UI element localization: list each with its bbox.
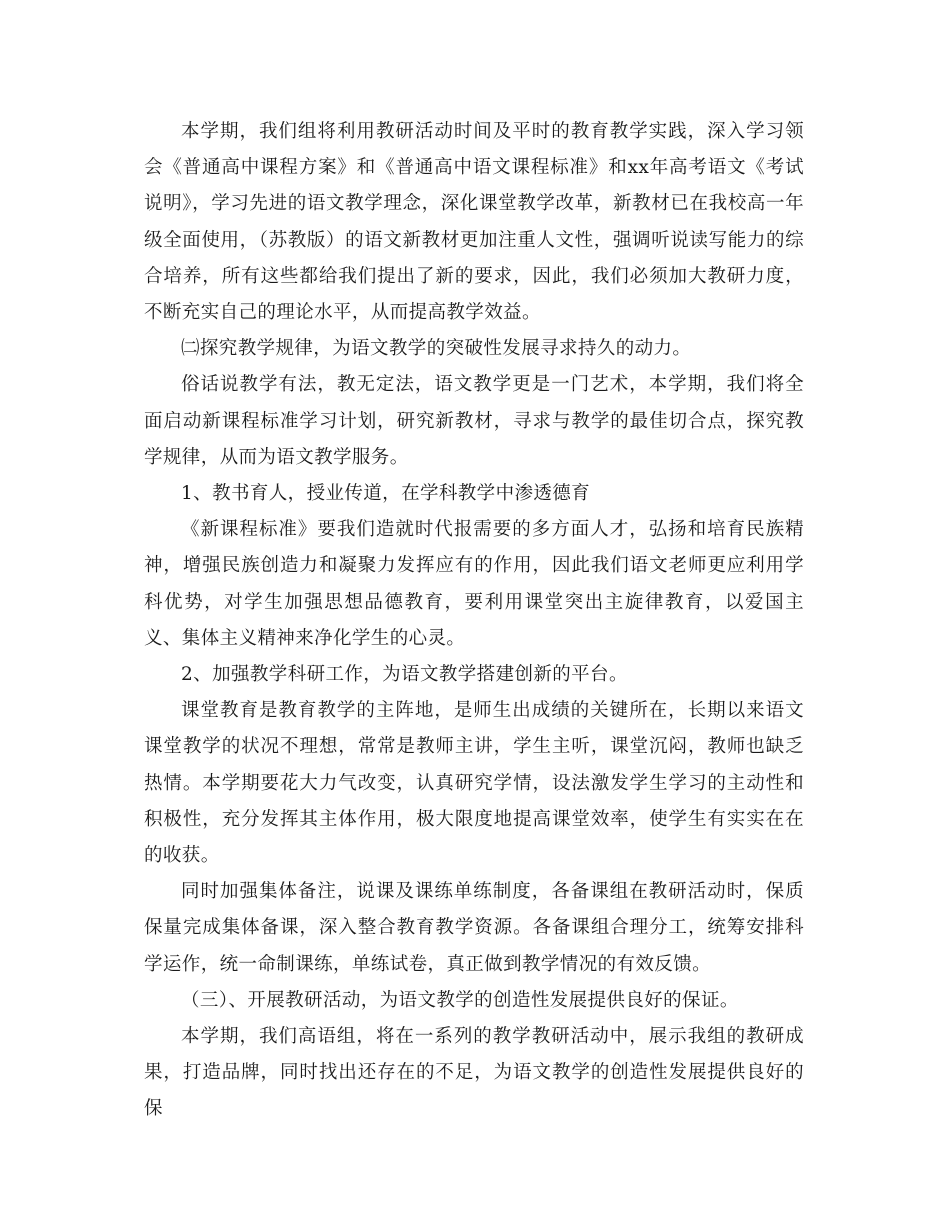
- paragraph-classroom: 课堂教育是教育教学的主阵地，是师生出成绩的关键所在，长期以来语文课堂教学的状况不理想，常常是教师主讲，学生主听，课堂沉闷，教师也缺乏热情。本学期要花大力气改变，认真研究学情，设法激发学生学习的主动性和积极性，充分发挥其主体作用，极大限度地提高课堂效率，使学生有实实在在的收获。: [144, 700, 804, 867]
- section-heading-3: （三）、开展教研活动，为语文教学的创造性发展提供良好的保证。: [181, 989, 739, 1011]
- section-heading-2: ㈡探究教学规律，为语文教学的突破性发展寻求持久的动力。: [181, 338, 692, 360]
- document-body: [144, 114, 804, 1128]
- subheading-2: 2、加强教学科研工作，为语文教学搭建创新的平台。: [181, 664, 628, 686]
- paragraph-moral-education: 《新课程标准》要我们造就时代报需要的多方面人才，弘扬和培育民族精神，增强民族创造力和凝聚力发挥应有的作用，因此我们语文老师更应利用学科优势，对学生加强思想品德教育，要利用课堂突出主旋律教育，以爱国主义、集体主义精神来净化学生的心灵。: [144, 519, 804, 649]
- paragraph-research-activity: 本学期，我们高语组，将在一系列的教学教研活动中，展示我组的教研成果，打造品牌，同时找出还存在的不足，为语文教学的创造性发展提供良好的保: [144, 1026, 804, 1120]
- paragraph-study-plan: 本学期，我们组将利用教研活动时间及平时的教育教学实践，深入学习领会《普通高中课程方案》和《普通高中语文课程标准》和xx年高考语文《考试说明》，学习先进的语文教学理念，深化课堂教学改革，新教材已在我校高一年级全面使用，（苏教版）的语文新教材更加注重人文性，强调听说读写能力的综合培养，所有这些都给我们提出了新的要求，因此，我们必须加大教研力度，不断充实自己的理论水平，从而提高教学效益。: [144, 121, 804, 324]
- paragraph-collective-prep: 同时加强集体备注，说课及课练单练制度，各备课组在教研活动时，保质保量完成集体备课，深入整合教育教学资源。各备课组合理分工，统筹安排科学运作，统一命制课练，单练试卷，真正做到教学情况的有效反馈。: [144, 881, 804, 975]
- subheading-1: 1、教书育人，授业传道，在学科教学中渗透德育: [181, 483, 591, 505]
- paragraph-teaching-method: 俗话说教学有法，教无定法，语文教学更是一门艺术，本学期，我们将全面启动新课程标准学习计划，研究新教材，寻求与教学的最佳切合点，探究教学规律，从而为语文教学服务。: [144, 374, 804, 468]
